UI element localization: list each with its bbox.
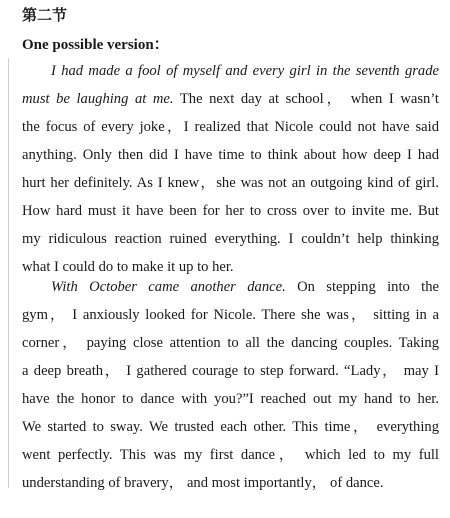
version-label: One possible version： bbox=[22, 37, 169, 53]
paragraph-1-line-6 bbox=[22, 200, 439, 222]
paragraph-1-line-1 bbox=[51, 60, 439, 82]
line-text: the focus of every joke，I realized that Nicole could not have said bbox=[22, 119, 439, 135]
italic-text: must be laughing at me. bbox=[22, 91, 174, 107]
margin-rule bbox=[8, 58, 9, 488]
line-text: gym， I anxiously looked for Nicole. There she was， sitting in a bbox=[22, 307, 439, 323]
line-text: what I could do to make it up to her. bbox=[22, 259, 234, 275]
paragraph-2-line-2 bbox=[22, 304, 439, 326]
line-text: How hard must it have been for her to cross over to invite me. But bbox=[22, 203, 439, 219]
paragraph-2-line-1 bbox=[51, 276, 439, 298]
paragraph-2-line-8 bbox=[22, 472, 439, 494]
section-heading: 第二节 bbox=[22, 6, 68, 24]
paragraph-1-line-2 bbox=[22, 88, 439, 110]
paragraph-1-line-3 bbox=[22, 116, 439, 138]
paragraph-1-line-8 bbox=[22, 256, 439, 278]
paragraph-2-line-5 bbox=[22, 388, 439, 410]
paragraph-2-line-6 bbox=[22, 416, 439, 438]
line-text: understanding of bravery， and most importantly， of dance. bbox=[22, 475, 384, 491]
line-text: corner， paying close attention to all the dancing couples. Taking bbox=[22, 335, 439, 351]
paragraph-2-line-7 bbox=[22, 444, 439, 466]
line-text: have the honor to dance with you?”I reached out my hand to her. bbox=[22, 391, 439, 407]
italic-text: I had made a fool of myself and every girl in the seventh grade bbox=[51, 63, 439, 79]
line-text: hurt her definitely. As I knew，she was not an outgoing kind of girl. bbox=[22, 175, 439, 191]
paragraph-1-line-4 bbox=[22, 144, 439, 166]
line-text: The next day at school， when I wasn’t bbox=[173, 91, 439, 107]
paragraph-1-line-5 bbox=[22, 172, 439, 194]
paragraph-2-line-4 bbox=[22, 360, 439, 382]
line-text: On stepping into the bbox=[285, 279, 439, 295]
paragraph-2-line-3 bbox=[22, 332, 439, 354]
italic-text: With October came another dance. bbox=[51, 279, 286, 295]
line-text: We started to sway. We trusted each other. This time， everything bbox=[22, 419, 439, 435]
paragraph-1-line-7 bbox=[22, 228, 439, 250]
line-text: anything. Only then did I have time to think about how deep I had bbox=[22, 147, 439, 163]
line-text: went perfectly. This was my first dance， which led to my full bbox=[22, 447, 439, 463]
line-text: my ridiculous reaction ruined everything. I couldn’t help thinking bbox=[22, 231, 439, 247]
line-text: a deep breath， I gathered courage to step forward. “Lady， may I bbox=[22, 363, 439, 379]
